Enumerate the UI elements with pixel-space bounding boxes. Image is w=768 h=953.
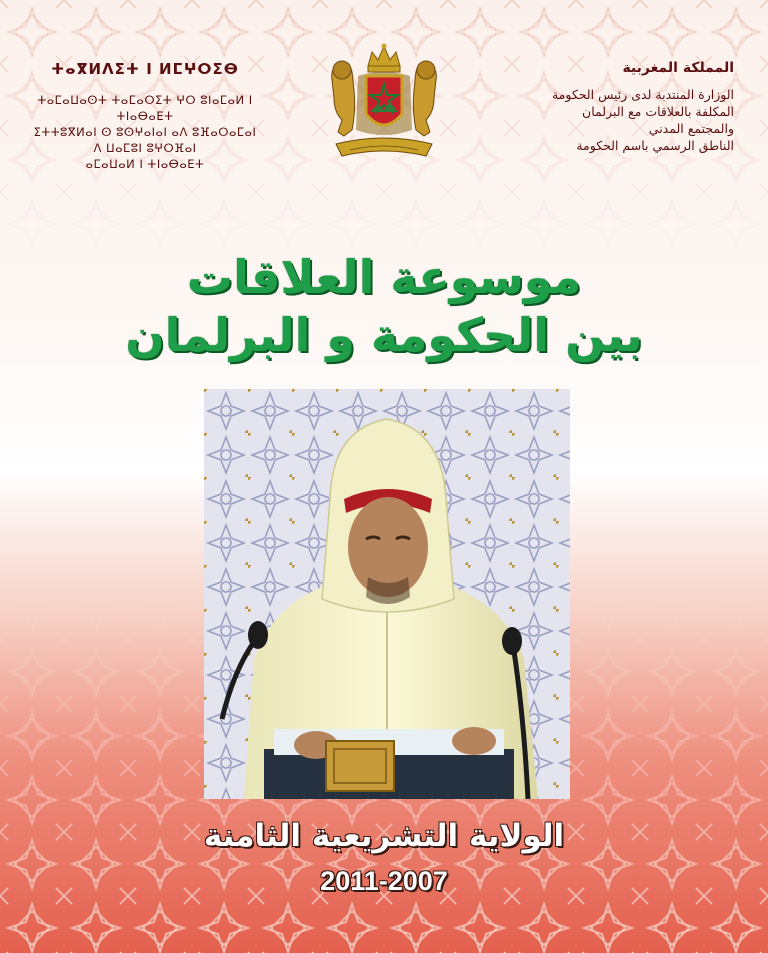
tifinagh-line: ⵜⴰⵎⴰⵡⴰⵙⵜ ⵜⴰⵎⴰⵔⵉⵜ ⵖⵔ ⵓⵏⴰⵎⴰⵍ ⵏ ⵜⵏⴰⴱⴰⴹⵜ [37, 93, 253, 123]
tifinagh-line: ⴷ ⵡⴰⵎⵓⵏ ⵓⵖⵔⴼⴰⵏ [93, 141, 197, 155]
tifinagh-kingdom-title: ⵜⴰⴳⵍⴷⵉⵜ ⵏ ⵍⵎⵖⵔⵉⴱ [51, 60, 239, 78]
arabic-ministry-line: الناطق الرسمي باسم الحكومة [576, 138, 734, 153]
tifinagh-header [20, 60, 270, 172]
main-title-line-2: بين الحكومة و البرلمان [125, 308, 643, 362]
arabic-header [444, 60, 734, 154]
moroccan-coat-of-arms-icon [322, 40, 446, 168]
main-title [84, 248, 684, 364]
tifinagh-line: ⵉⵜⵜⵓⴳⵍⴰⵏ ⵙ ⵓⵙⵖⴰⵏⴰⵏ ⴰⴷ ⵓⴼⴰⵔⴰⵎⴰⵏ [33, 125, 257, 139]
tifinagh-line: ⴰⵎⴰⵡⴰⵍ ⵏ ⵜⵏⴰⴱⴰⴹⵜ [85, 157, 205, 171]
arabic-ministry-line: المكلفة بالعلاقات مع البرلمان [582, 104, 734, 119]
main-title-line-1: موسوعة العلاقات [186, 250, 582, 304]
speaker-photo-illustration [204, 389, 570, 799]
legislative-term-years: 2011-2007 [320, 866, 448, 896]
arabic-ministry-line: الوزارة المنتدبة لدى رئيس الحكومة [551, 87, 734, 102]
arabic-kingdom-title: المملكة المغربية [622, 60, 734, 76]
legislative-term-title: الولاية التشريعية الثامنة [203, 818, 565, 854]
arabic-ministry-line: والمجتمع المدني [648, 121, 734, 136]
cover-photo [204, 389, 570, 799]
